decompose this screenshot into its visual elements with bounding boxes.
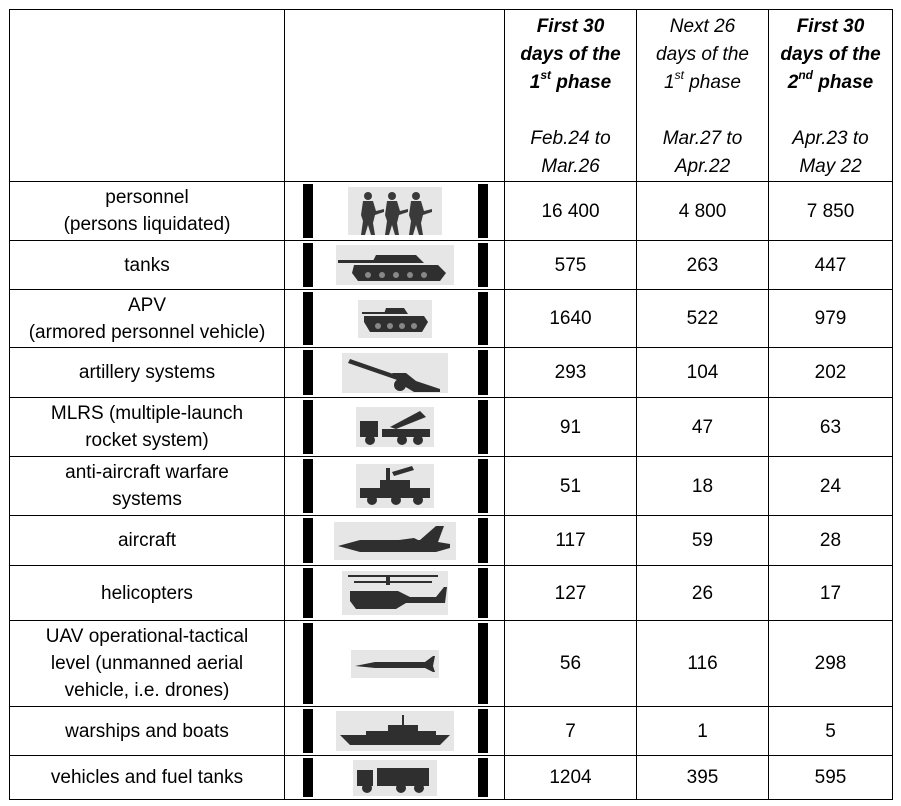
icon-cell [285,566,505,621]
icon-cell [285,516,505,566]
icon-cell [285,182,505,241]
icon-cell [285,398,505,457]
rocket-launcher-icon [356,407,434,447]
header-line: 2nd phase [787,67,874,93]
value-cell: 1640 [505,290,637,348]
helicopter-icon [342,571,448,615]
value-cell: 16 400 [505,182,637,241]
header-row [10,10,893,182]
value-cell: 575 [505,241,637,290]
header-date-range: Apr.23 to May 22 [792,128,869,177]
value-cell: 63 [769,398,893,457]
value-cell: 293 [505,348,637,398]
category-label: vehicles and fuel tanks [10,756,285,800]
value-cell: 4 800 [637,182,769,241]
table-row [10,398,893,457]
aircraft-icon [334,522,456,560]
header-empty-category [10,10,285,182]
value-cell: 51 [505,457,637,516]
category-label: artillery systems [10,348,285,398]
value-cell: 47 [637,398,769,457]
value-cell: 395 [637,756,769,800]
value-cell: 1 [637,707,769,756]
header-line: First 30 [536,16,605,37]
category-label: aircraft [10,516,285,566]
warship-icon [336,711,454,751]
table-row [10,756,893,800]
value-cell: 1204 [505,756,637,800]
value-cell: 447 [769,241,893,290]
value-cell: 595 [769,756,893,800]
header-date-range: Mar.27 to Apr.22 [662,128,743,177]
header-line: First 30 [796,16,865,37]
table-row [10,457,893,516]
header-line: 1st phase [664,67,741,93]
category-label: helicopters [10,566,285,621]
value-cell: 24 [769,457,893,516]
value-cell: 56 [505,621,637,707]
value-cell: 28 [769,516,893,566]
header-phase1-next [637,10,769,182]
value-cell: 18 [637,457,769,516]
icon-cell [285,621,505,707]
category-label: tanks [10,241,285,290]
icon-cell [285,707,505,756]
value-cell: 202 [769,348,893,398]
header-line: days of the [780,44,881,65]
category-label: MLRS (multiple-launch rocket system) [10,398,285,457]
icon-cell [285,290,505,348]
value-cell: 104 [637,348,769,398]
value-cell: 7 [505,707,637,756]
category-label: APV (armored personnel vehicle) [10,290,285,348]
header-empty-icon [285,10,505,182]
soldiers-icon [348,187,442,235]
value-cell: 59 [637,516,769,566]
value-cell: 298 [769,621,893,707]
value-cell: 117 [505,516,637,566]
value-cell: 263 [637,241,769,290]
value-cell: 5 [769,707,893,756]
value-cell: 7 850 [769,182,893,241]
category-label: warships and boats [10,707,285,756]
value-cell: 91 [505,398,637,457]
table-row [10,566,893,621]
icon-cell [285,348,505,398]
icon-cell [285,241,505,290]
value-cell: 26 [637,566,769,621]
header-date-range: Feb.24 to Mar.26 [530,128,611,177]
value-cell: 17 [769,566,893,621]
table-row [10,348,893,398]
category-label: personnel (persons liquidated) [10,182,285,241]
artillery-icon [342,353,448,393]
value-cell: 116 [637,621,769,707]
category-label: anti-aircraft warfare systems [10,457,285,516]
drone-icon [351,650,439,678]
table-row [10,516,893,566]
value-cell: 979 [769,290,893,348]
tank-icon [336,245,454,285]
category-label: UAV operational-tactical level (unmanned aerial vehicle, i.e. drones) [10,621,285,707]
value-cell: 522 [637,290,769,348]
losses-table [9,9,893,800]
header-phase1-first [505,10,637,182]
header-line: days of the [520,44,621,65]
table-row [10,707,893,756]
header-line: days of the [656,44,749,65]
header-line: Next 26 [669,16,736,37]
table-row [10,182,893,241]
icon-cell [285,756,505,800]
armored-vehicle-icon [358,300,432,338]
header-phase2-first [769,10,893,182]
value-cell: 127 [505,566,637,621]
fuel-truck-icon [353,760,437,796]
icon-cell [285,457,505,516]
table-row [10,621,893,707]
table-row [10,241,893,290]
anti-aircraft-icon [356,464,434,508]
header-line: 1st phase [529,67,612,93]
table-row [10,290,893,348]
